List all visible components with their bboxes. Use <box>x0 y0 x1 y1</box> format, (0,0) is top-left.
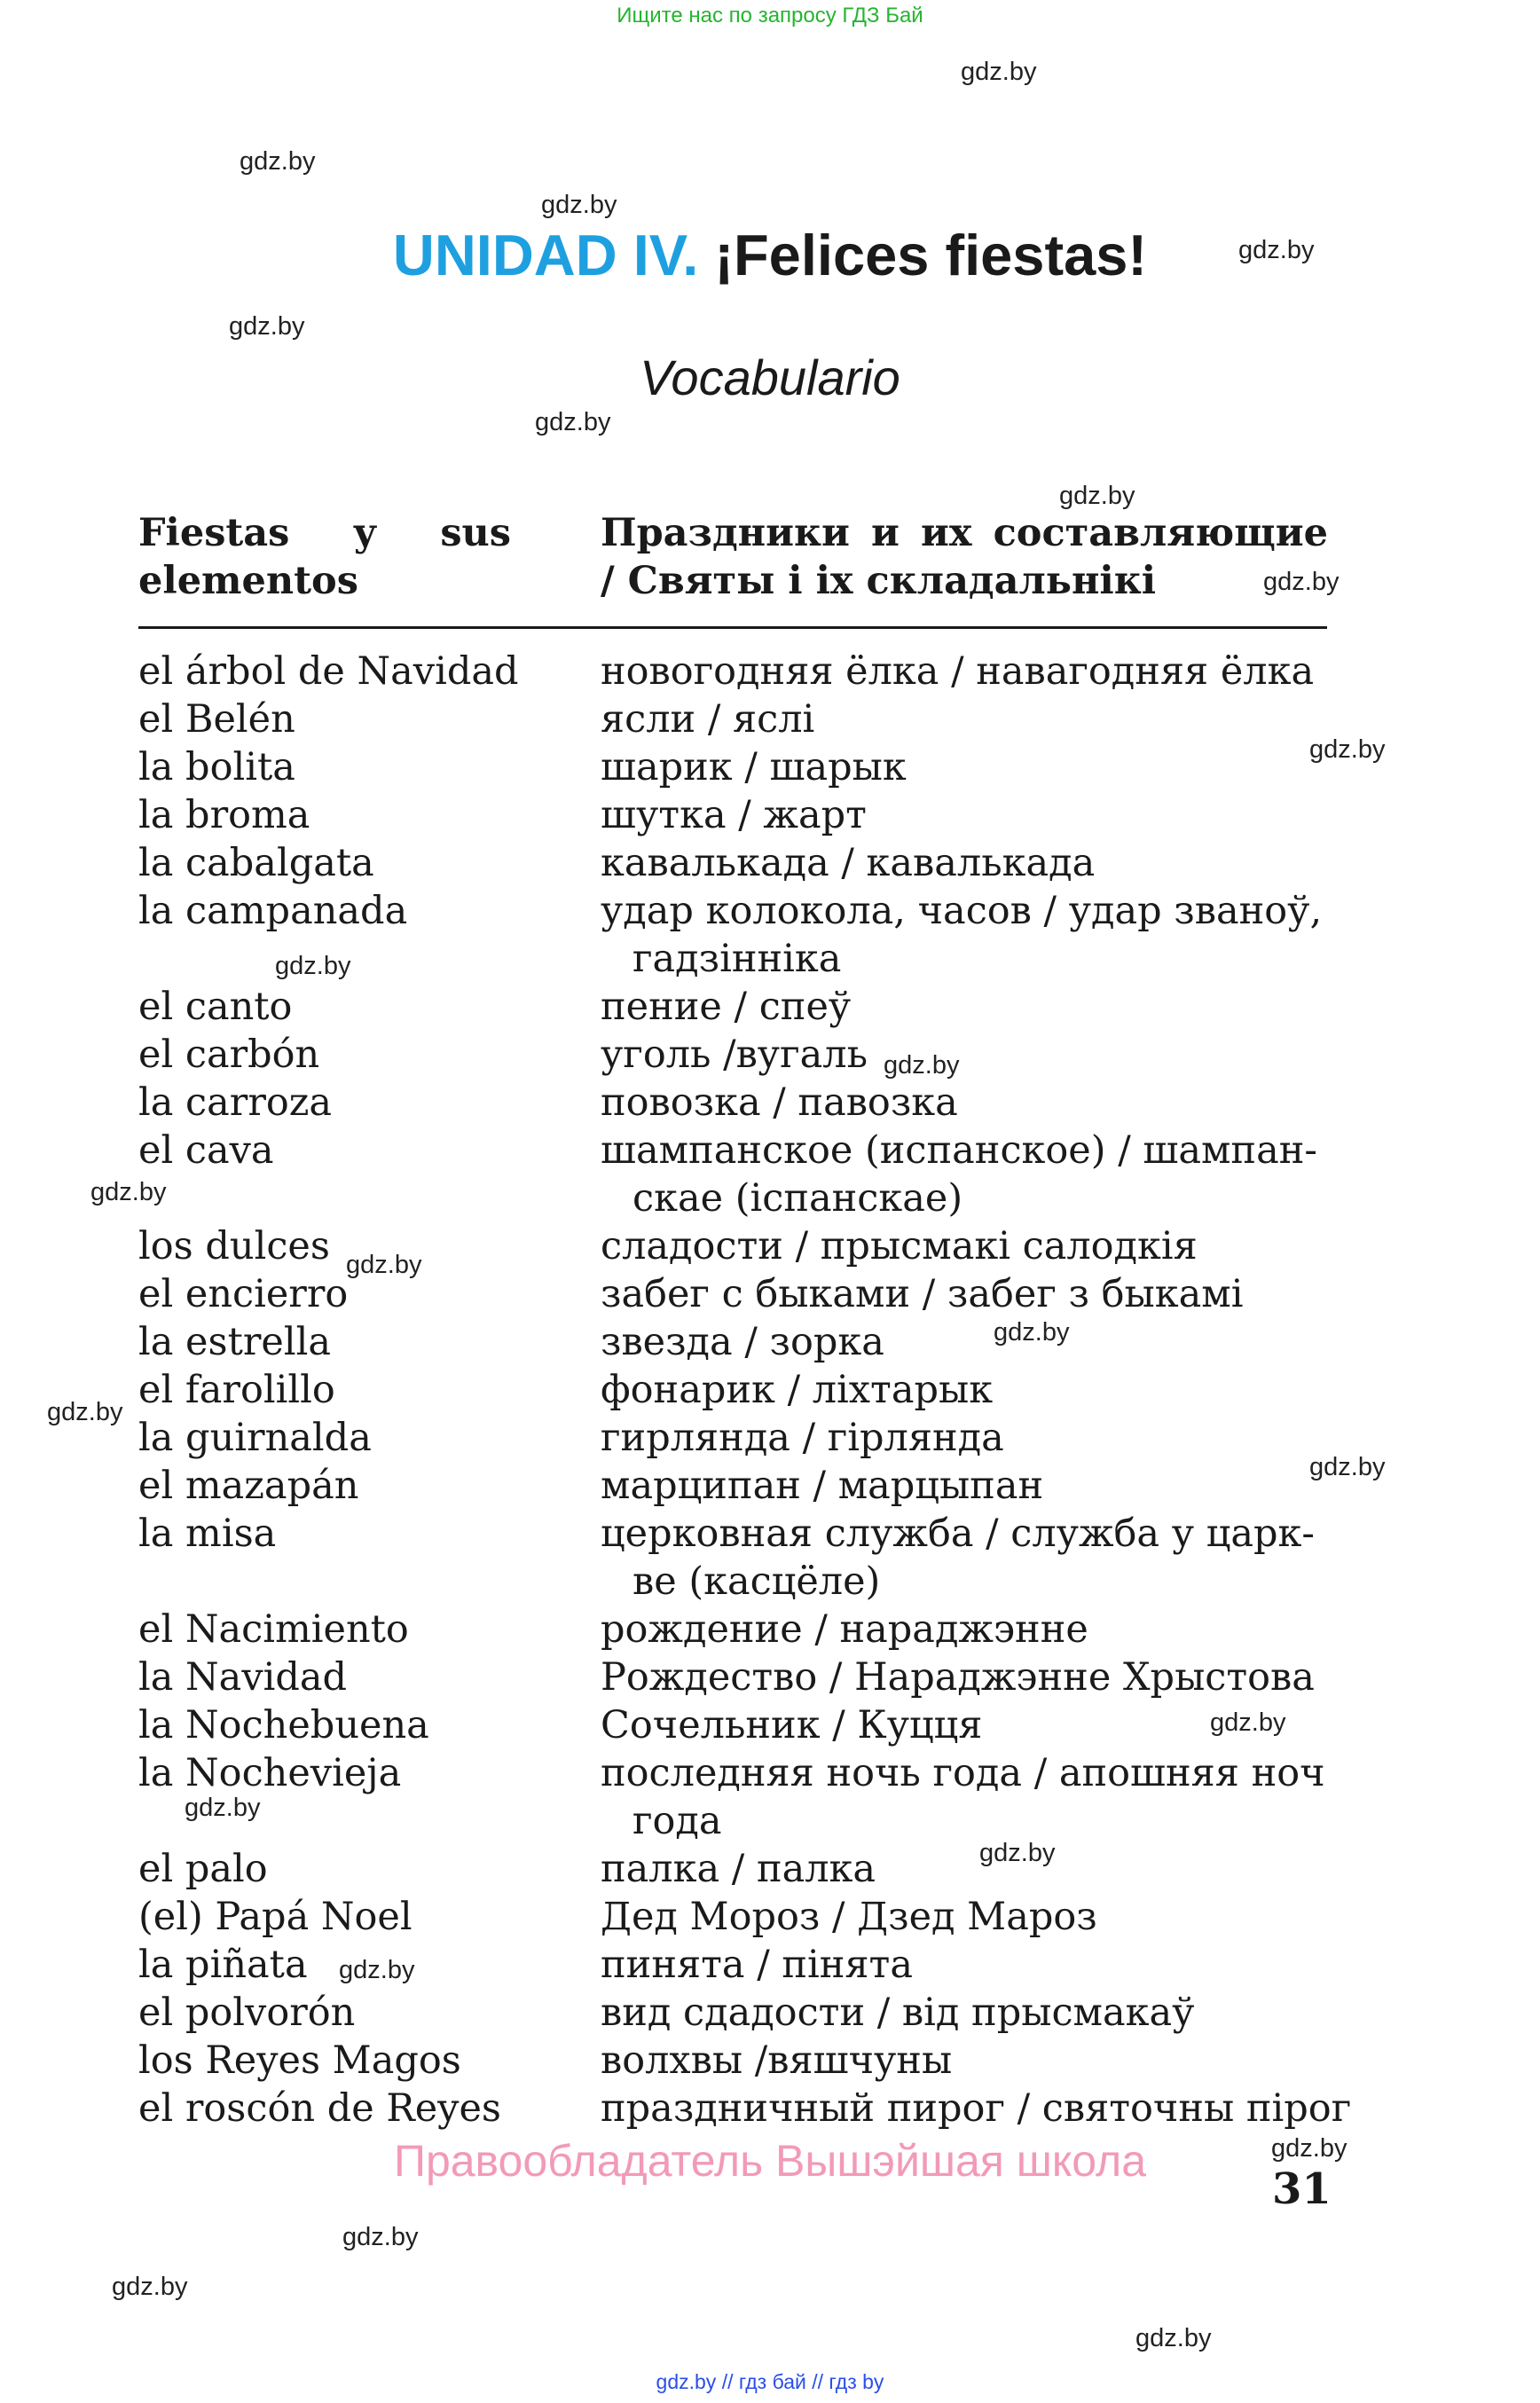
vocab-translation: удар колокола, часов / удар званоў, <box>601 889 1323 933</box>
watermark: gdz.by <box>90 1178 167 1206</box>
watermark: gdz.by <box>1059 482 1135 510</box>
vocab-translation-cont: скае (іспанскае) <box>632 1176 963 1221</box>
vocab-term: el roscón de Reyes <box>138 2086 501 2131</box>
vocab-term: la Nochevieja <box>138 1751 402 1795</box>
vocab-term: la broma <box>138 793 310 837</box>
vocab-term: el carbón <box>138 1033 320 1077</box>
vocab-term: la bolita <box>138 745 295 789</box>
vocab-term: la guirnalda <box>138 1416 372 1460</box>
vocab-term: el cava <box>138 1128 274 1173</box>
vocab-translation: гирлянда / гірлянда <box>601 1416 1004 1460</box>
watermark: gdz.by <box>1309 1453 1386 1481</box>
vocab-translation: фонарик / ліхтарык <box>601 1368 994 1412</box>
unit-number: UNIDAD IV. <box>392 223 699 287</box>
watermark: gdz.by <box>185 1794 261 1822</box>
vocab-translation: волхвы /вяшчуны <box>601 2038 953 2083</box>
watermark: gdz.by <box>240 147 316 176</box>
watermark: gdz.by <box>229 312 305 341</box>
watermark: gdz.by <box>541 191 617 219</box>
vocab-term: los dulces <box>138 1224 330 1268</box>
vocab-term: el canto <box>138 985 293 1029</box>
vocab-term: el Nacimiento <box>138 1607 409 1652</box>
vocab-translation: Рождество / Нараджэнне Хрыстова <box>601 1655 1315 1700</box>
vocab-translation: кавалькада / кавалькада <box>601 841 1096 885</box>
vocab-term: la cabalgata <box>138 841 374 885</box>
vocab-term: la Navidad <box>138 1655 348 1700</box>
vocab-term: el polvorón <box>138 1991 356 2035</box>
watermark: gdz.by <box>979 1839 1056 1867</box>
top-banner: Ищите нас по запросу ГДЗ Бай <box>617 4 923 27</box>
vocab-term: la Nochebuena <box>138 1703 429 1747</box>
vocab-term: el palo <box>138 1847 268 1891</box>
copyright-note: Правообладатель Вышэйшая школа <box>394 2136 1146 2186</box>
vocab-translation: забег с быками / забег з быкамі <box>601 1272 1244 1316</box>
vocab-translation: повозка / павозка <box>601 1080 958 1125</box>
unit-heading: ¡Felices fiestas! <box>714 223 1148 287</box>
watermark: gdz.by <box>535 408 611 436</box>
watermark: gdz.by <box>112 2273 188 2301</box>
vocab-term: el mazapán <box>138 1464 359 1508</box>
vocab-translation: Сочельник / Куцця <box>601 1703 983 1747</box>
watermark: gdz.by <box>961 58 1037 86</box>
vocab-translation: рождение / нараджэнне <box>601 1607 1088 1652</box>
watermark: gdz.by <box>884 1051 960 1080</box>
header-divider <box>138 626 1327 629</box>
vocab-term: la piñata <box>138 1943 308 1987</box>
vocab-translation-cont: гадзінніка <box>632 937 842 981</box>
vocab-translation: шампанское (испанское) / шампан- <box>601 1128 1317 1173</box>
vocab-translation: марципан / марцыпан <box>601 1464 1044 1508</box>
vocab-term: el encierro <box>138 1272 349 1316</box>
vocab-term: la estrella <box>138 1320 331 1364</box>
vocab-translation: Дед Мороз / Дзед Мароз <box>601 1895 1097 1939</box>
watermark: gdz.by <box>275 952 351 980</box>
vocab-translation: сладости / прысмакі салодкія <box>601 1224 1198 1268</box>
vocab-term: el Belén <box>138 697 295 742</box>
watermark: gdz.by <box>339 1956 415 1984</box>
column-header-translation: Праздники и их составляющие / Святы і іх складальнікі <box>601 511 1328 603</box>
vocab-translation: ясли / яслі <box>601 697 815 742</box>
vocab-translation: шутка / жарт <box>601 793 867 837</box>
vocab-translation: праздничный пирог / святочны пірог <box>601 2086 1352 2131</box>
vocab-term: el farolillo <box>138 1368 335 1412</box>
vocab-term: (el) Papá Noel <box>138 1895 412 1939</box>
vocab-translation: вид сдадости / від прысмакаў <box>601 1991 1195 2035</box>
vocab-translation: шарик / шарык <box>601 745 907 789</box>
vocab-translation: последняя ночь года / апошняя ноч <box>601 1751 1325 1795</box>
watermark: gdz.by <box>1271 2134 1348 2163</box>
bottom-banner[interactable]: gdz.by // гдз бай // гдз by <box>656 2370 884 2393</box>
vocab-term: la carroza <box>138 1080 333 1125</box>
watermark: gdz.by <box>342 2223 419 2251</box>
vocab-translation: уголь /вугаль <box>601 1033 868 1077</box>
vocab-translation: церковная служба / служба у царк- <box>601 1512 1315 1556</box>
watermark: gdz.by <box>994 1318 1070 1347</box>
watermark: gdz.by <box>1135 2324 1212 2352</box>
vocab-translation-cont: года <box>632 1799 722 1843</box>
watermark: gdz.by <box>346 1251 422 1279</box>
vocab-translation: пение / спеў <box>601 985 852 1029</box>
watermark: gdz.by <box>47 1398 123 1426</box>
watermark: gdz.by <box>1309 735 1386 764</box>
watermark: gdz.by <box>1263 568 1340 596</box>
watermark: gdz.by <box>1210 1708 1286 1737</box>
column-header-spanish: Fiestas y sus elementos <box>138 511 511 603</box>
vocab-term: la campanada <box>138 889 408 933</box>
vocab-term: la misa <box>138 1512 277 1556</box>
page-number: 31 <box>1272 2164 1332 2214</box>
vocab-translation: пинята / пінята <box>601 1943 913 1987</box>
vocab-translation: палка / палка <box>601 1847 876 1891</box>
vocab-term: los Reyes Magos <box>138 2038 461 2083</box>
vocab-translation: новогодняя ёлка / навагодняя ёлка <box>601 649 1315 694</box>
watermark: gdz.by <box>1238 236 1315 264</box>
vocab-translation-cont: ве (касцёле) <box>632 1559 881 1604</box>
vocab-translation: звезда / зорка <box>601 1320 884 1364</box>
section-title: Vocabulario <box>640 349 900 405</box>
vocab-term: el árbol de Navidad <box>138 649 519 694</box>
unit-title <box>0 222 1540 288</box>
